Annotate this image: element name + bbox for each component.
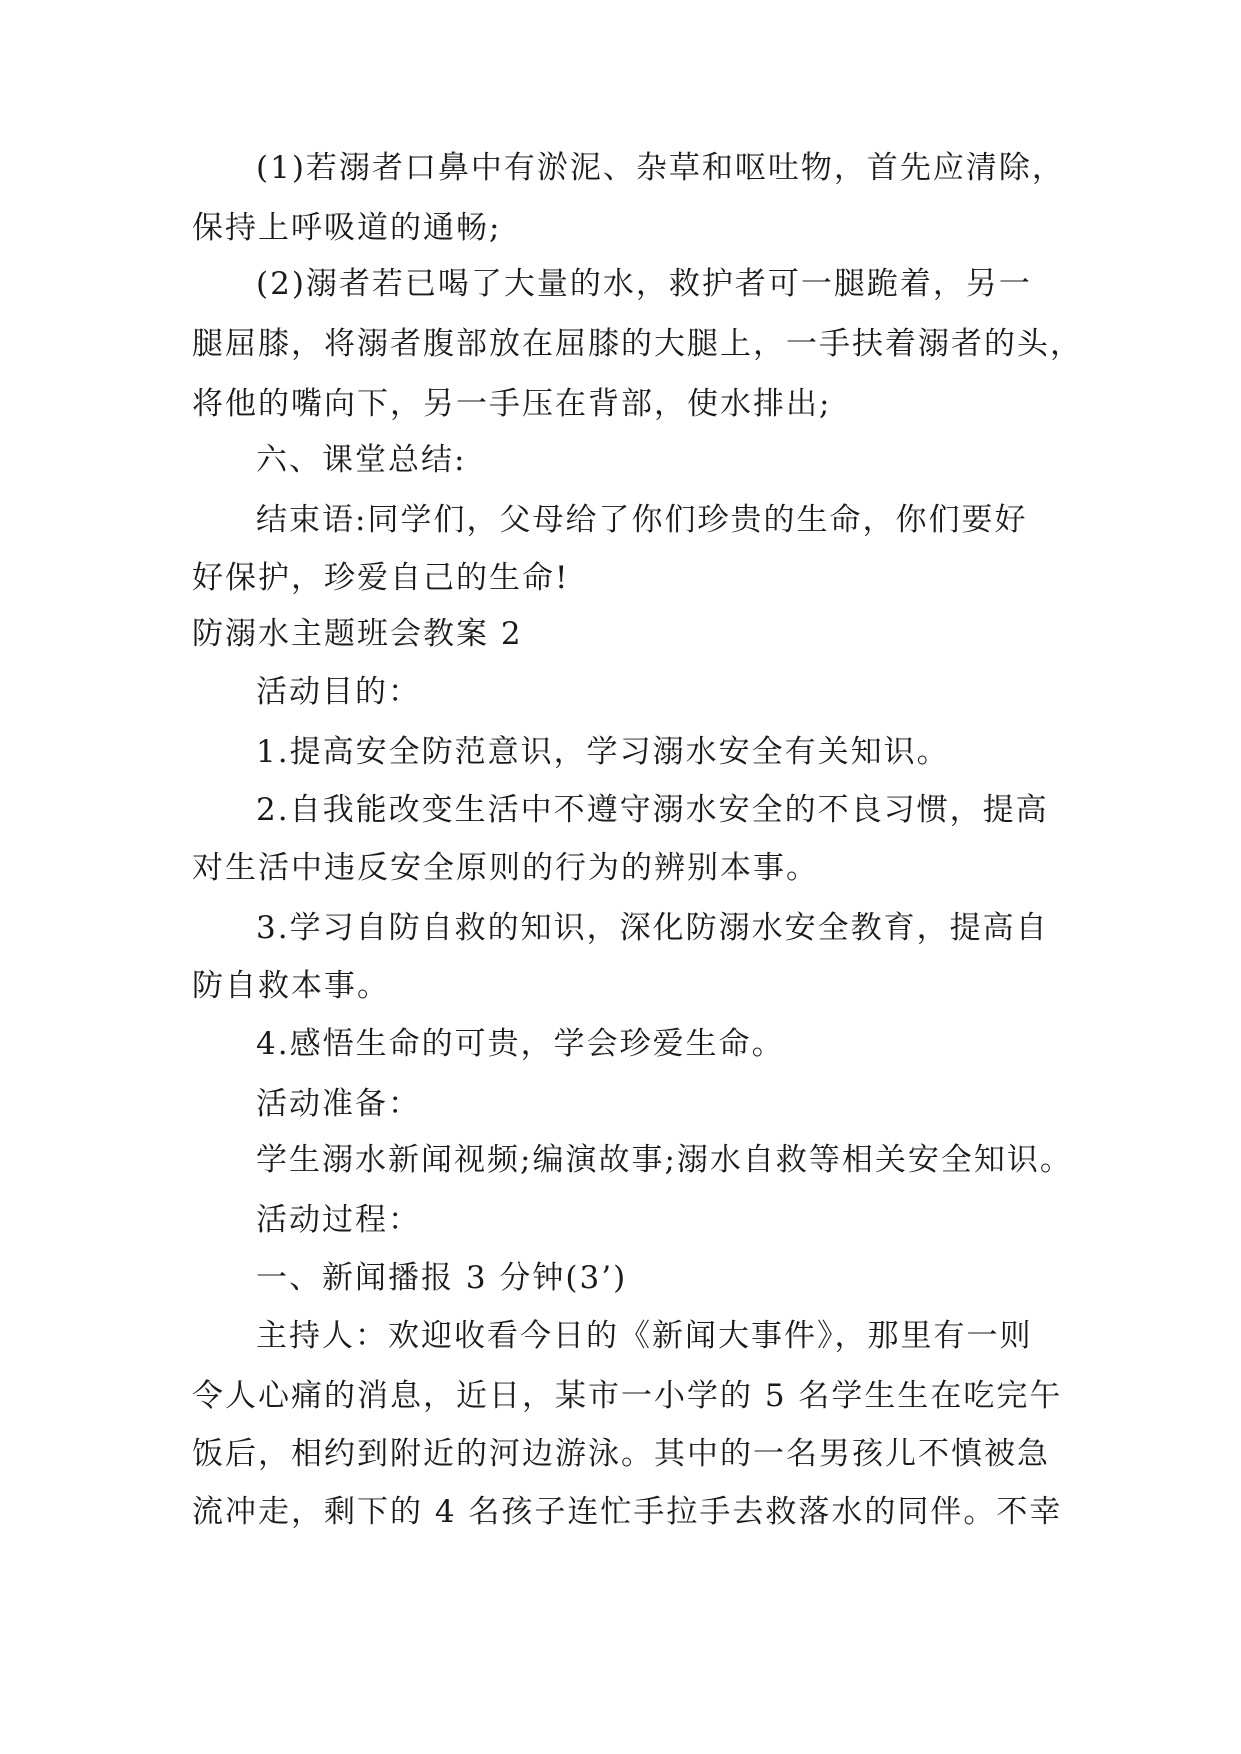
- paragraph-line: 腿屈膝，将溺者腹部放在屈膝的大腿上，一手扶着溺者的头，: [192, 326, 1083, 362]
- paragraph-line: 保持上呼吸道的通畅;: [192, 210, 502, 246]
- paragraph-line: 好保护，珍爱自己的生命!: [192, 560, 570, 596]
- section-heading: 活动目的：: [256, 674, 421, 710]
- list-item: 4.感悟生命的可贵，学会珍爱生命。: [256, 1026, 785, 1062]
- list-item: 1.提高安全防范意识，学习溺水安全有关知识。: [256, 734, 950, 770]
- section-heading: 六、课堂总结:: [256, 442, 467, 478]
- paragraph-line: 学生溺水新闻视频;编演故事;溺水自救等相关安全知识。: [256, 1142, 1073, 1178]
- paragraph-line: 将他的嘴向下，另一手压在背部，使水排出;: [192, 386, 832, 422]
- list-item: 3.学习自防自救的知识，深化防溺水安全教育，提高自: [256, 910, 1049, 946]
- paragraph-line: 令人心痛的消息，近日，某市一小学的 5 名学生生在吃完午: [192, 1378, 1063, 1414]
- paragraph-line: 流冲走，剩下的 4 名孩子连忙手拉手去救落水的同伴。不幸: [192, 1494, 1063, 1530]
- section-heading: 活动过程：: [256, 1202, 421, 1238]
- paragraph-line: 饭后，相约到附近的河边游泳。其中的一名男孩儿不慎被急: [192, 1436, 1050, 1472]
- paragraph-line: 结束语:同学们，父母给了你们珍贵的生命，你们要好: [256, 502, 1028, 538]
- paragraph-line: (1)若溺者口鼻中有淤泥、杂草和呕吐物，首先应清除，: [256, 150, 1065, 186]
- paragraph-line: 主持人：欢迎收看今日的《新闻大事件》，那里有一则: [256, 1318, 1033, 1354]
- section-heading: 一、新闻播报 3 分钟(3’): [256, 1260, 628, 1296]
- paragraph-line: 防自救本事。: [192, 968, 390, 1004]
- paragraph-line: (2)溺者若已喝了大量的水，救护者可一腿跪着，另一: [256, 266, 1032, 302]
- list-item: 2.自我能改变生活中不遵守溺水安全的不良习惯，提高: [256, 792, 1049, 828]
- paragraph-line: 对生活中违反安全原则的行为的辨别本事。: [192, 850, 819, 886]
- document-title: 防溺水主题班会教案 2: [192, 616, 523, 652]
- section-heading: 活动准备：: [256, 1086, 421, 1122]
